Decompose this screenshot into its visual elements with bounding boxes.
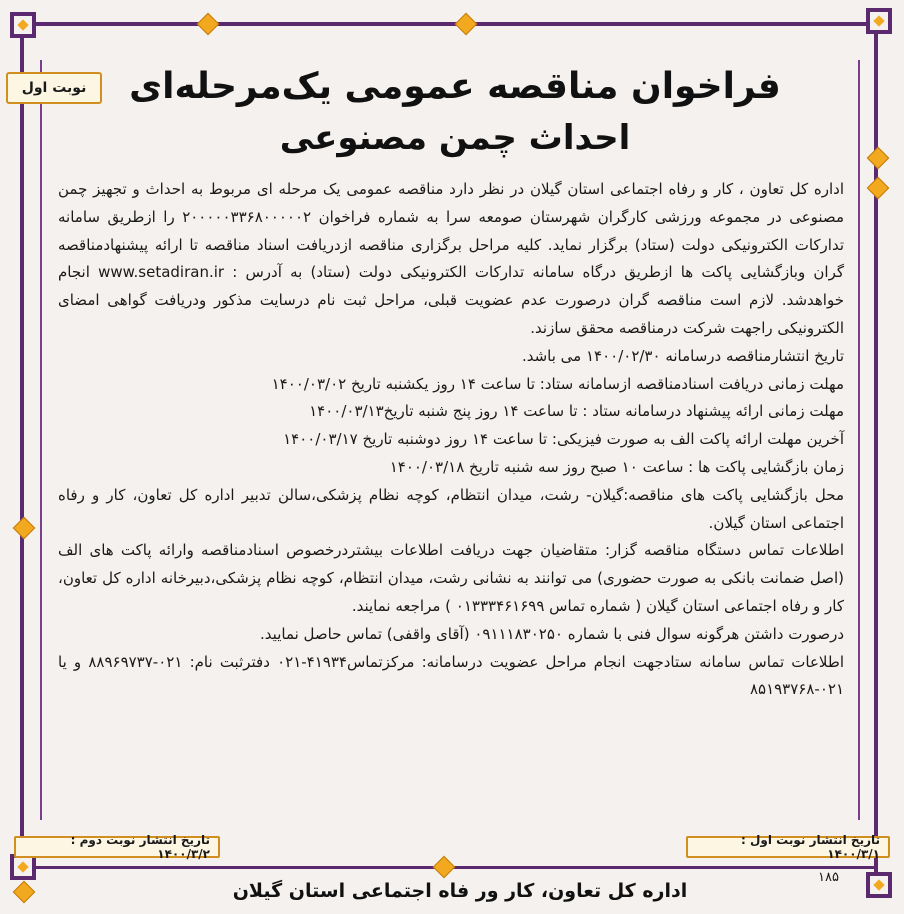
paragraph-intro: اداره کل تعاون ، کار و رفاه اجتماعی استان گیلان در نظر دارد مناقصه عمومی یک مرحله ای مربوط به احداث و تجهیز چمن مصنوعی در مجموعه ورزشی کارگران شهرستان صومعه سرا به شماره فراخوان ۲۰۰۰۰۰۳۳۶۸۰۰۰۰۰۲ را ازطریق سامانه تدارکات الکترونیکی دولت (ستاد) برگزار نماید. کلیه مراحل برگزاری مناقصه ازدریافت اسناد مناقصه تا ارائه پیشنهادمناقصه گران وبازگشایی پاکت ها ازطریق درگاه سامانه تدارکات الکترونیکی دولت (ستاد) به آدرس : www.setadiran.ir انجام خواهدشد. لازم است مناقصه گران درصورت عدم عضویت قبلی، مراحل ثبت نام درسایت مذکور ودریافت گواهی امضای الکترونیکی راجهت شرکت درمناقصه محقق سازند. (58, 180, 844, 337)
paragraph-opening-time: زمان بازگشایی پاکت ها : ساعت ۱۰ صبح روز سه شنبه تاریخ ۱۴۰۰/۰۳/۱۸ (389, 457, 844, 476)
frame-left-line (20, 36, 24, 866)
paragraph-opening-place: محل بازگشایی پاکت های مناقصه:گیلان- رشت، میدان انتظام، کوچه نظام پزشکی،سالن تدبیر اداره کل تعاون، کار و رفاه اجتماعی استان گیلان. (58, 485, 844, 532)
paragraph-doc-deadline: مهلت زمانی دریافت اسنادمناقصه ازسامانه ستاد: تا ساعت ۱۴ روز یکشنبه تاریخ ۱۴۰۰/۰۳/۰۲ (271, 374, 844, 393)
diamond-ornament (433, 856, 456, 879)
page-subtitle: احداث چمن مصنوعی (279, 118, 631, 158)
second-publication-date: تاریخ انتشار نوبت دوم : ۱۴۰۰/۳/۲ (14, 836, 220, 858)
first-publication-date: تاریخ انتشار نوبت اول : ۱۴۰۰/۳/۱ (686, 836, 890, 858)
paragraph-physical-deadline: آخرین مهلت ارائه پاکت الف به صورت فیزیکی: تا ساعت ۱۴ روز دوشنبه تاریخ ۱۴۰۰/۰۳/۱۷ (283, 430, 844, 449)
diamond-ornament (867, 177, 890, 200)
diamond-ornament (867, 147, 890, 170)
paragraph-technical-contact: درصورت داشتن هرگونه سوال فنی با شماره ۰۹۱۱۱۸۳۰۲۵۰ (آقای واقفی) تماس حاصل نمایید. (260, 624, 844, 643)
paragraph-publish-date: تاریخ انتشارمناقصه درسامانه ۱۴۰۰/۰۲/۳۰ می باشد. (521, 346, 844, 365)
corner-ornament-top-right (866, 8, 892, 34)
page-number: ۱۸۵ (818, 870, 839, 885)
paragraph-bid-deadline: مهلت زمانی ارائه پیشنهاد درسامانه ستاد : تا ساعت ۱۴ روز پنج شنبه تاریخ۱۴۰۰/۰۳/۱۳ (309, 402, 844, 421)
frame-inner-right-line (858, 60, 860, 820)
paragraph-contact: اطلاعات تماس دستگاه مناقصه گزار: متقاضیان جهت دریافت اطلاعات بیشتردرخصوص اسنادمناقصه وارائه پاکت های الف (اصل ضمانت بانکی به صورت حضوری) می توانند به نشانی رشت، میدان انتظام، کوچه نظام پزشکی،دبیرخانه اداره کل تعاون، کار و رفاه اجتماعی استان گیلان ( شماره تماس ۰۱۳۳۳۴۶۱۶۹۹ ) مراجعه نمایند. (58, 541, 844, 615)
paragraph-setad-contact: اطلاعات تماس سامانه ستادجهت انجام مراحل عضویت درسامانه: مرکزتماس۴۱۹۳۴-۰۲۱ دفترثبت نام: ۰۲۱-۸۸۹۶۹۷۳۷ و یا ۰۲۱-۸۵۱۹۳۷۶۸ (58, 652, 844, 699)
announcement-body (58, 176, 844, 704)
corner-ornament-top-left (10, 12, 36, 38)
diamond-ornament (455, 13, 478, 36)
diamond-ornament (13, 881, 36, 904)
footer-organization: اداره کل تعاون، کار ور فاه اجتماعی استان گیلان (232, 880, 688, 902)
diamond-ornament (197, 13, 220, 36)
round-tag: نوبت اول (6, 72, 102, 104)
page-title: فراخوان مناقصه عمومی یک‌مرحله‌ای (129, 66, 781, 107)
frame-inner-left-line (40, 60, 42, 820)
diamond-ornament (13, 517, 36, 540)
corner-ornament-bottom-right (866, 872, 892, 898)
